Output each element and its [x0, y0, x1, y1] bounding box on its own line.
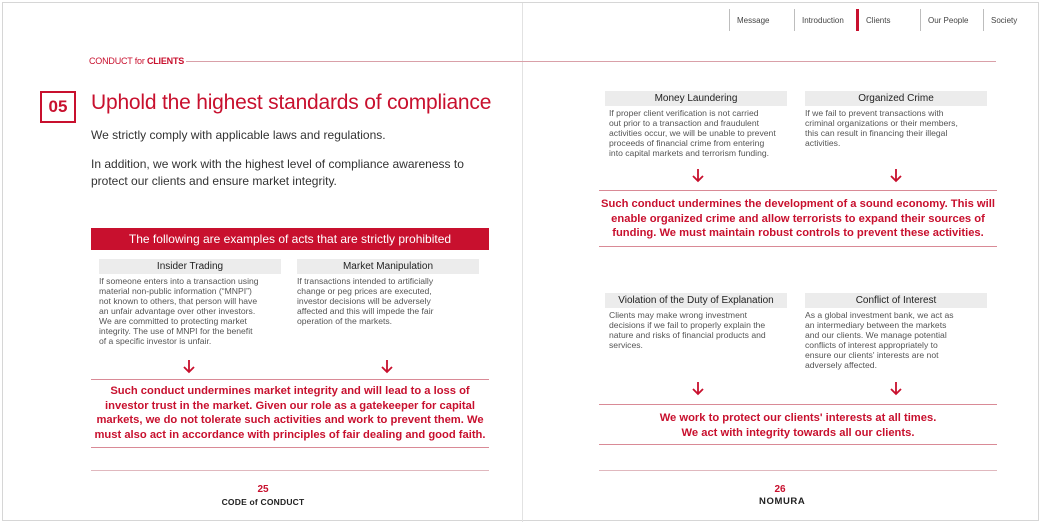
- conclusion-line: markets, we do not tolerate such activities and work to prevent them. We: [96, 414, 484, 426]
- footer-rule-right: [599, 470, 997, 471]
- header-rule-right: [522, 61, 996, 62]
- conclusion-line: must also act in accordance with principles of fair dealing and good faith.: [94, 428, 486, 441]
- text-line: adversely affected.: [805, 360, 877, 370]
- section-label-prefix: CONDUCT for: [89, 56, 147, 66]
- text-line: out prior to a transaction and fraudulent: [609, 118, 760, 128]
- section-number: 05: [40, 91, 76, 123]
- divider: [91, 447, 489, 448]
- section-nav: [729, 9, 1033, 31]
- organized-crime-title: Organized Crime: [805, 91, 987, 106]
- conflict-of-interest-title: Conflict of Interest: [805, 293, 987, 308]
- header-rule-left: [186, 61, 522, 62]
- text-line: nature and risks of financial products and: [609, 330, 766, 340]
- tab-society[interactable]: Society: [983, 9, 1033, 31]
- footer-rule-left: [91, 470, 489, 471]
- intro-line: In addition, we work with the highest level of compliance awareness to: [91, 157, 464, 171]
- tab-message[interactable]: Message: [729, 9, 794, 31]
- text-line: As a global investment bank, we act as: [805, 310, 954, 320]
- text-line: this can result in financing their illegal: [805, 128, 948, 138]
- organized-crime-text: [805, 108, 995, 148]
- conclusion-line: Such conduct undermines market integrity and will lead to a loss of: [110, 385, 470, 397]
- section-label: [89, 56, 184, 66]
- intro-line: protect our clients and ensure market integrity.: [91, 174, 337, 188]
- conclusion-line: investor trust in the market. Given our role as a gatekeeper for capital: [105, 399, 475, 412]
- page-number-left: 25: [257, 484, 269, 495]
- text-line: change or peg prices are executed,: [297, 286, 432, 296]
- text-line: If transactions intended to artificially: [297, 276, 434, 286]
- text-line: We are committed to protecting market: [99, 316, 247, 326]
- intro-paragraph-2: [91, 156, 464, 190]
- top-right-conclusion: [599, 197, 997, 241]
- text-line: not known to others, that person will have: [99, 296, 258, 306]
- insider-trading-text: [99, 276, 299, 346]
- tab-our-people[interactable]: Our People: [920, 9, 983, 31]
- prohibited-acts-banner: The following are examples of acts that are strictly prohibited: [91, 228, 489, 250]
- text-line: proceeds of financial crime from entering: [609, 138, 765, 148]
- text-line: activities occur, we will be unable to prevent: [609, 128, 776, 138]
- tab-clients[interactable]: Clients: [856, 9, 920, 31]
- divider: [599, 190, 997, 191]
- down-arrow-icon: [381, 360, 393, 374]
- text-line: of a specific investor is unfair.: [99, 336, 212, 346]
- footer-title: CODE of CONDUCT: [221, 497, 305, 507]
- divider: [91, 379, 489, 380]
- text-line: Clients may make wrong investment: [609, 310, 748, 320]
- text-line: material non-public information (“MNPI”): [99, 286, 252, 296]
- text-line: If we fail to prevent transactions with: [805, 108, 944, 118]
- text-line: operation of the markets.: [297, 316, 393, 326]
- page-title: Uphold the highest standards of compliance: [91, 91, 492, 114]
- text-line: an unfair advantage over other investors.: [99, 306, 256, 316]
- conclusion-line: We work to protect our clients' interests at all times.: [659, 412, 937, 424]
- tab-introduction[interactable]: Introduction: [794, 9, 856, 31]
- text-line: investor decisions will be adversely: [297, 296, 431, 306]
- text-line: services.: [609, 340, 643, 350]
- page-number-right: 26: [774, 484, 786, 495]
- text-line: conflicts of interest appropriately to: [805, 340, 938, 350]
- text-line: criminal organizations or their members,: [805, 118, 958, 128]
- down-arrow-icon: [692, 169, 704, 183]
- bottom-right-conclusion: [599, 411, 997, 440]
- divider: [599, 404, 997, 405]
- conclusion-line: funding. We must maintain robust controls to prevent these activities.: [612, 227, 984, 239]
- down-arrow-icon: [890, 169, 902, 183]
- conflict-of-interest-text: [805, 310, 995, 370]
- text-line: an intermediary between the markets: [805, 320, 947, 330]
- section-label-emphasis: CLIENTS: [146, 56, 185, 66]
- divider: [599, 444, 997, 445]
- nomura-logo: NOMURA: [759, 496, 806, 507]
- text-line: and our clients. We manage potential: [805, 330, 947, 340]
- text-line: integrity. The use of MNPI for the benefit: [99, 326, 253, 336]
- text-line: affected and this will impede the fair: [297, 306, 434, 316]
- text-line: activities.: [805, 138, 841, 148]
- money-laundering-text: [609, 108, 799, 158]
- conclusion-line: enable organized crime and allow terrorists to expand their sources of: [611, 212, 985, 225]
- page-gutter: [522, 3, 523, 522]
- down-arrow-icon: [183, 360, 195, 374]
- market-manipulation-text: [297, 276, 487, 326]
- text-line: If someone enters into a transaction using: [99, 276, 259, 286]
- divider: [599, 246, 997, 247]
- intro-paragraph-1: We strictly comply with applicable laws and regulations.: [91, 128, 386, 142]
- duty-of-explanation-title: Violation of the Duty of Explanation: [605, 293, 787, 308]
- conclusion-line: We act with integrity towards all our clients.: [681, 426, 915, 439]
- down-arrow-icon: [692, 382, 704, 396]
- text-line: into capital markets and terrorism funding.: [609, 148, 770, 158]
- left-conclusion: [91, 384, 489, 442]
- down-arrow-icon: [890, 382, 902, 396]
- conclusion-line: Such conduct undermines the development of a sound economy. This will: [601, 198, 995, 210]
- duty-of-explanation-text: [609, 310, 801, 350]
- document-spread: [2, 2, 1039, 521]
- text-line: ensure our clients' interests are not: [805, 350, 939, 360]
- money-laundering-title: Money Laundering: [605, 91, 787, 106]
- insider-trading-title: Insider Trading: [99, 259, 281, 274]
- text-line: If proper client verification is not carried: [609, 108, 759, 118]
- text-line: decisions if we fail to properly explain the: [609, 320, 766, 330]
- market-manipulation-title: Market Manipulation: [297, 259, 479, 274]
